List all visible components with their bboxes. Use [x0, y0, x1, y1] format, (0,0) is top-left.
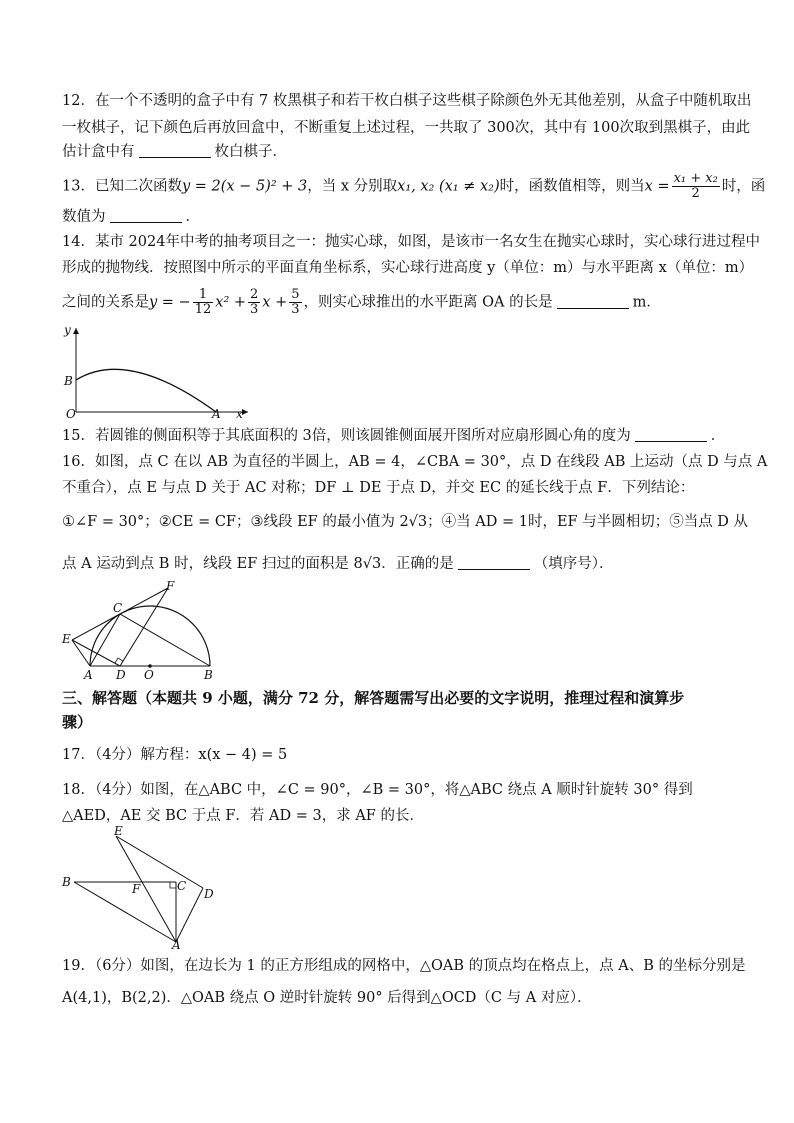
q13-line1 — [62, 172, 765, 201]
label-B: B — [64, 374, 73, 388]
segment-ED — [72, 640, 120, 666]
label-B: B — [204, 668, 213, 680]
q16-line3: ①∠F = 30°；②CE = CF；③线段 EF 的最小值为 2√3；④当 AD = 1时，EF 与半圆相切；⑤当点 D 从 — [62, 514, 749, 530]
parabola-path — [76, 369, 216, 412]
q19-line2: A(4,1)，B(2,2)．△OAB 绕点 O 逆时针旋转 90° 后得到△OCD（C 与 A 对应）． — [62, 990, 592, 1006]
q12-line3 — [62, 142, 287, 162]
answer-blank-q12 — [139, 143, 211, 158]
answer-blank-q15 — [635, 427, 707, 442]
q13-fraction: $\frac{\text{x₁ + x₂}}{2}$ — [673, 171, 718, 201]
segment-DF — [120, 588, 168, 666]
q13-line2: 数值为 ． — [62, 209, 200, 225]
q16-line4: 点 A 运动到点 B 时，线段 EF 扫过的面积是 8√3．正确的是 （填序号）． — [62, 556, 614, 572]
right-angle-mark — [170, 882, 176, 888]
segment-BA — [74, 882, 176, 942]
q13-post: 时，函 — [721, 178, 766, 195]
segment-ED — [116, 836, 203, 888]
label-B: B — [62, 875, 71, 889]
q12-line3-pre: 估计盒中有 — [62, 144, 135, 160]
label-O: O — [66, 407, 76, 420]
q15-line: 15．若圆锥的侧面积等于其底面积的 3倍，则该圆锥侧面展开图所对应扇形圆心角的度为 ． — [62, 428, 726, 444]
label-y: y — [64, 323, 71, 337]
label-A: A — [172, 938, 181, 950]
q12-line3-post: 枚白棋子． — [214, 144, 287, 160]
answer-blank-q13 — [110, 208, 182, 223]
semicircle — [90, 606, 210, 666]
label-A: A — [84, 668, 93, 680]
answer-blank-q16 — [458, 555, 530, 570]
label-D: D — [204, 887, 214, 901]
segment-CB — [120, 614, 210, 666]
label-O: O — [144, 668, 154, 680]
q13-pre: 13．已知二次函数 — [62, 178, 182, 195]
q13-x-eq: x = — [644, 178, 670, 195]
q12-line1: 12．在一个不透明的盒子中有 7 枚黑棋子和若干枚白棋子这些棋子除颜色外无其他差别，从盒子中随机取出 — [62, 93, 752, 109]
label-A: A — [212, 407, 221, 420]
y-axis-arrow — [73, 328, 79, 334]
q17-line: 17．（4分）解方程：x(x − 4) = 5 — [62, 747, 288, 763]
label-x: x — [236, 407, 243, 420]
segment-EA — [72, 640, 90, 666]
label-F: F — [166, 580, 175, 593]
q14-frac1: $\frac{1}{12}$ — [194, 287, 212, 317]
label-C: C — [177, 879, 187, 893]
label-F: F — [132, 882, 141, 896]
q14-line1: 14．某市 2024年中考的抽考项目之一：抛实心球，如图，是该市一名女生在抛实心球时，实心球行进过程中 — [62, 234, 760, 250]
q13-vars: x₁, x₂ (x₁ ≠ x₂) — [397, 178, 500, 195]
q14-line2: 形成的抛物线．按照图中所示的平面直角坐标系，实心球行进高度 y（单位：m）与水平距离 x（单位：m） — [62, 260, 754, 276]
q14-frac3: $\frac{5}{3}$ — [291, 287, 300, 317]
q14-line3: 之间的关系是y = − $\frac{1}{12}$ x² + $\frac{2}{3}$ x + $\frac{5}{3}$ ，则实心球推出的水平距离 OA 的长是 m． — [62, 287, 661, 317]
x-axis-arrow — [242, 409, 248, 415]
q19-line1: 19．（6分）如图，在边长为 1 的正方形组成的网格中，△OAB 的顶点均在格点上，点 A、B 的坐标分别是 — [62, 958, 746, 974]
section3-heading-line2: 骤） — [62, 713, 93, 731]
segment-EA — [116, 836, 176, 942]
q14-eq-y: y = − — [149, 294, 191, 311]
q16-line1: 16．如图，点 C 在以 AB 为直径的半圆上，AB = 4，∠CBA = 30°，点 D 在线段 AB 上运动（点 D 与点 A — [62, 454, 768, 470]
q13-mid: ，当 x 分别取 — [307, 178, 398, 195]
q13-line2-pre: 数值为 — [62, 209, 106, 225]
answer-blank-q14 — [557, 294, 629, 309]
q12-line2: 一枚棋子，记下颜色后再放回盒中，不断重复上述过程，一共取了 300次，其中有 100次取到黑棋子，由此 — [62, 120, 751, 136]
label-E: E — [114, 826, 123, 838]
q18-line2: △AED，AE 交 BC 于点 F．若 AD = 3，求 AF 的长． — [62, 808, 424, 824]
q14-figure — [58, 320, 258, 420]
q13-function: y = 2(x − 5)² + 3 — [181, 178, 308, 195]
segment-DA — [176, 888, 203, 942]
q13-mid2: 时，函数值相等，则当 — [499, 178, 645, 195]
label-E: E — [62, 632, 71, 646]
q18-line1: 18．（4分）如图，在△ABC 中，∠C = 90°，∠B = 30°，将△ABC 绕点 A 顺时针旋转 30° 得到 — [62, 782, 693, 798]
q16-figure — [58, 580, 228, 680]
segment-CF — [120, 588, 168, 614]
section3-heading-line1: 三、解答题（本题共 9 小题，满分 72 分，解答题需写出必要的文字说明，推理过程和演算步 — [62, 689, 685, 707]
label-C: C — [113, 601, 123, 615]
q18-figure — [58, 826, 228, 950]
label-D: D — [116, 668, 126, 680]
q14-frac2: $\frac{2}{3}$ — [250, 287, 259, 317]
q16-line2: 不重合），点 E 与点 D 关于 AC 对称；DF ⊥ DE 于点 D，并交 EC 的延长线于点 F．下列结论： — [62, 480, 695, 496]
